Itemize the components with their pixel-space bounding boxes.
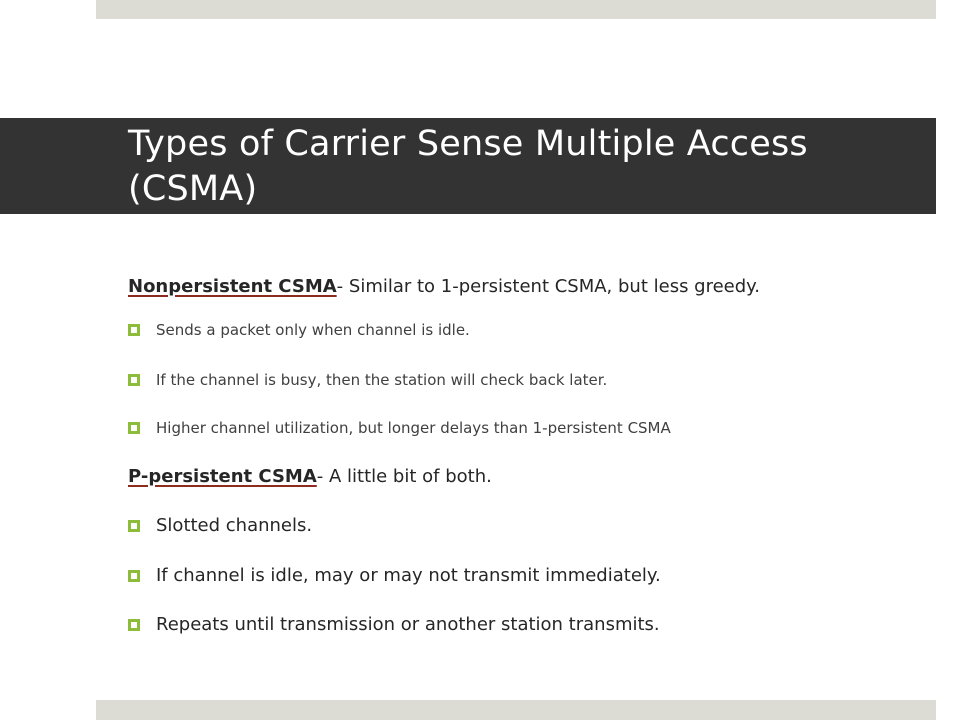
bullet-text: Slotted channels. xyxy=(156,515,313,536)
square-bullet-icon xyxy=(128,619,140,631)
bottom-accent-band xyxy=(96,700,936,720)
bullet-text: Higher channel utilization, but longer delays than 1-persistent CSMA xyxy=(156,419,671,437)
list-item xyxy=(128,565,661,586)
top-accent-band xyxy=(96,0,936,19)
list-item xyxy=(128,321,470,339)
square-bullet-icon xyxy=(128,520,140,532)
list-item xyxy=(128,371,607,389)
section-heading-nonpersistent xyxy=(128,276,760,297)
bullet-text: Repeats until transmission or another station transmits. xyxy=(156,614,660,635)
list-item xyxy=(128,419,671,437)
section-term: Nonpersistent CSMA xyxy=(128,276,337,297)
section-description: - Similar to 1-persistent CSMA, but less greedy. xyxy=(336,276,760,297)
slide-title: Types of Carrier Sense Multiple Access (CSMA) xyxy=(128,124,808,209)
bullet-text: If the channel is busy, then the station will check back later. xyxy=(156,371,608,389)
section-heading-p-persistent xyxy=(128,466,492,487)
square-bullet-icon xyxy=(128,422,140,434)
list-item xyxy=(128,614,660,635)
section-description: - A little bit of both. xyxy=(316,466,492,487)
square-bullet-icon xyxy=(128,570,140,582)
list-item xyxy=(128,515,312,536)
section-term: P-persistent CSMA xyxy=(128,466,317,487)
bullet-text: Sends a packet only when channel is idle. xyxy=(156,321,470,339)
square-bullet-icon xyxy=(128,374,140,386)
bullet-text: If channel is idle, may or may not transmit immediately. xyxy=(156,565,661,586)
square-bullet-icon xyxy=(128,324,140,336)
title-bar xyxy=(0,118,936,214)
